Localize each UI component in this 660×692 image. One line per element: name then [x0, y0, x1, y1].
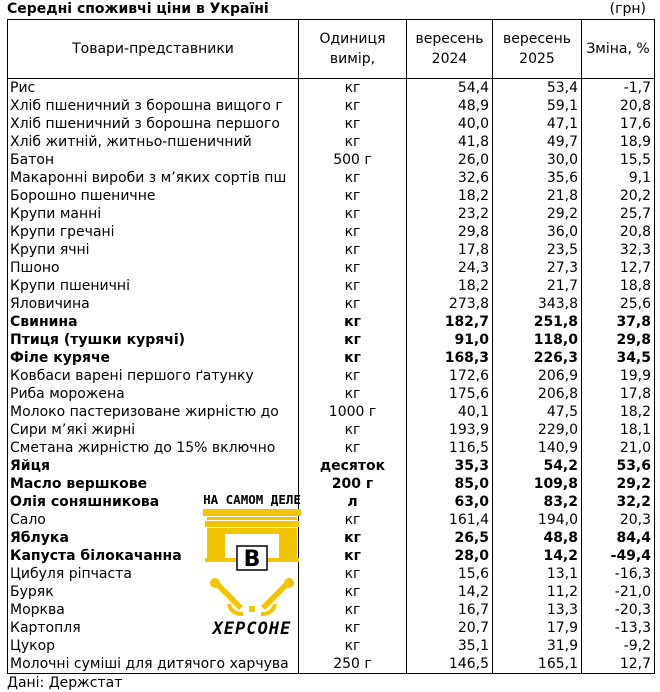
- product-name: Яловичина: [8, 295, 299, 313]
- price-2024: 48,9: [407, 97, 493, 115]
- table-row: [8, 133, 655, 151]
- watermark-line1: НА САМОМ ДЕЛЕ: [203, 492, 301, 507]
- price-change: 32,2: [582, 493, 655, 511]
- price-2024: 14,2: [407, 583, 493, 601]
- watermark-line2: ХЕРСОНЕ: [212, 619, 292, 639]
- price-2025: 13,1: [493, 565, 582, 583]
- table-row: [8, 205, 655, 223]
- product-name: Картопля: [8, 619, 299, 637]
- price-2025: 53,4: [493, 79, 582, 98]
- prices-table: [7, 19, 655, 674]
- price-change: -9,2: [582, 637, 655, 655]
- price-change: -21,0: [582, 583, 655, 601]
- table-row: [8, 439, 655, 457]
- table-row: [8, 475, 655, 493]
- price-2025: 54,2: [493, 457, 582, 475]
- price-change: 84,4: [582, 529, 655, 547]
- product-name: Ковбаси варені першого ґатунку: [8, 367, 299, 385]
- price-2025: 49,7: [493, 133, 582, 151]
- product-name: Батон: [8, 151, 299, 169]
- table-row: [8, 349, 655, 367]
- price-change: 20,3: [582, 511, 655, 529]
- product-unit: кг: [299, 385, 407, 403]
- price-2025: 251,8: [493, 313, 582, 331]
- price-2024: 193,9: [407, 421, 493, 439]
- price-change: 53,6: [582, 457, 655, 475]
- product-name: Хліб пшеничний з борошна першого: [8, 115, 299, 133]
- watermark-logo: [193, 492, 311, 642]
- price-change: 37,8: [582, 313, 655, 331]
- product-unit: кг: [299, 637, 407, 655]
- price-2024: 85,0: [407, 475, 493, 493]
- table-row: [8, 169, 655, 187]
- price-2025: 206,9: [493, 367, 582, 385]
- price-change: -16,3: [582, 565, 655, 583]
- product-unit: кг: [299, 601, 407, 619]
- product-name: Борошно пшеничне: [8, 187, 299, 205]
- watermark-letter: В: [243, 547, 261, 572]
- price-change: 29,2: [582, 475, 655, 493]
- product-name: Пшоно: [8, 259, 299, 277]
- product-name: Масло вершкове: [8, 475, 299, 493]
- price-change: 20,8: [582, 97, 655, 115]
- table-row: [8, 403, 655, 421]
- price-2025: 165,1: [493, 655, 582, 674]
- table-row: [8, 565, 655, 583]
- price-change: 29,8: [582, 331, 655, 349]
- table-row: [8, 151, 655, 169]
- price-change: 17,6: [582, 115, 655, 133]
- product-unit: кг: [299, 115, 407, 133]
- product-unit: кг: [299, 421, 407, 439]
- product-unit: кг: [299, 133, 407, 151]
- table-row: [8, 97, 655, 115]
- price-2025: 27,3: [493, 259, 582, 277]
- product-name: Сметана жирністю до 15% включно: [8, 439, 299, 457]
- price-2024: 26,5: [407, 529, 493, 547]
- product-name: Риба морожена: [8, 385, 299, 403]
- price-2024: 175,6: [407, 385, 493, 403]
- table-row: [8, 583, 655, 601]
- table-row: [8, 493, 655, 511]
- product-name: Крупи гречані: [8, 223, 299, 241]
- price-2024: 40,0: [407, 115, 493, 133]
- product-unit: кг: [299, 169, 407, 187]
- product-name: Хліб пшеничний з борошна вищого г: [8, 97, 299, 115]
- price-2024: 54,4: [407, 79, 493, 98]
- price-2024: 91,0: [407, 331, 493, 349]
- table-row: [8, 241, 655, 259]
- price-change: 20,8: [582, 223, 655, 241]
- table-row: [8, 511, 655, 529]
- product-name: Макаронні вироби з м’яких сортів пш: [8, 169, 299, 187]
- product-name: Молочні суміші для дитячого харчува: [8, 655, 299, 674]
- product-name: Яблука: [8, 529, 299, 547]
- price-2024: 23,2: [407, 205, 493, 223]
- price-change: -13,3: [582, 619, 655, 637]
- product-unit: кг: [299, 205, 407, 223]
- product-unit: кг: [299, 583, 407, 601]
- product-name: Крупи пшеничні: [8, 277, 299, 295]
- product-unit: кг: [299, 277, 407, 295]
- price-2025: 23,5: [493, 241, 582, 259]
- table-row: [8, 259, 655, 277]
- product-unit: кг: [299, 529, 407, 547]
- product-name: Хліб житній, житньо-пшеничний: [8, 133, 299, 151]
- product-unit: кг: [299, 259, 407, 277]
- price-change: 18,9: [582, 133, 655, 151]
- price-2024: 161,4: [407, 511, 493, 529]
- table-row: [8, 79, 655, 98]
- product-unit: кг: [299, 367, 407, 385]
- product-unit: кг: [299, 241, 407, 259]
- price-2025: 13,3: [493, 601, 582, 619]
- product-unit: л: [299, 493, 407, 511]
- price-change: 25,7: [582, 205, 655, 223]
- price-2025: 83,2: [493, 493, 582, 511]
- price-2025: 47,1: [493, 115, 582, 133]
- price-change: 18,2: [582, 403, 655, 421]
- product-unit: кг: [299, 511, 407, 529]
- price-2025: 118,0: [493, 331, 582, 349]
- price-change: 25,6: [582, 295, 655, 313]
- table-row: [8, 277, 655, 295]
- price-change: 9,1: [582, 169, 655, 187]
- product-unit: кг: [299, 295, 407, 313]
- price-2025: 31,9: [493, 637, 582, 655]
- table-row: [8, 295, 655, 313]
- price-change: -20,3: [582, 601, 655, 619]
- price-2025: 140,9: [493, 439, 582, 457]
- price-2025: 30,0: [493, 151, 582, 169]
- product-name: Птиця (тушки курячі): [8, 331, 299, 349]
- product-name: Філе куряче: [8, 349, 299, 367]
- product-unit: кг: [299, 619, 407, 637]
- product-name: Молоко пастеризоване жирністю до: [8, 403, 299, 421]
- price-2025: 229,0: [493, 421, 582, 439]
- price-2024: 18,2: [407, 277, 493, 295]
- product-name: Свинина: [8, 313, 299, 331]
- price-2025: 21,8: [493, 187, 582, 205]
- price-2024: 29,8: [407, 223, 493, 241]
- price-2024: 35,3: [407, 457, 493, 475]
- table-row: [8, 655, 655, 674]
- price-2024: 35,1: [407, 637, 493, 655]
- price-change: 34,5: [582, 349, 655, 367]
- price-change: -49,4: [582, 547, 655, 565]
- product-unit: кг: [299, 97, 407, 115]
- product-name: Сири м’які жирні: [8, 421, 299, 439]
- price-2025: 36,0: [493, 223, 582, 241]
- price-2025: 17,9: [493, 619, 582, 637]
- price-2024: 40,1: [407, 403, 493, 421]
- header-sep-2025: вересень 2025: [493, 20, 582, 79]
- price-2025: 11,2: [493, 583, 582, 601]
- product-name: Яйця: [8, 457, 299, 475]
- table-row: [8, 457, 655, 475]
- table-row: [8, 601, 655, 619]
- price-change: 17,8: [582, 385, 655, 403]
- header-sep-2024: вересень 2024: [407, 20, 493, 79]
- product-unit: кг: [299, 547, 407, 565]
- price-change: 12,7: [582, 655, 655, 674]
- price-2024: 26,0: [407, 151, 493, 169]
- price-2024: 146,5: [407, 655, 493, 674]
- table-row: [8, 547, 655, 565]
- product-name: Рис: [8, 79, 299, 98]
- table-row: [8, 421, 655, 439]
- price-2024: 63,0: [407, 493, 493, 511]
- price-2024: 24,3: [407, 259, 493, 277]
- price-2025: 47,5: [493, 403, 582, 421]
- product-unit: 1000 г: [299, 403, 407, 421]
- price-2025: 14,2: [493, 547, 582, 565]
- table-body: [8, 79, 655, 674]
- table-row: [8, 619, 655, 637]
- table-row: [8, 187, 655, 205]
- product-unit: 200 г: [299, 475, 407, 493]
- price-change: 20,2: [582, 187, 655, 205]
- price-2024: 16,7: [407, 601, 493, 619]
- header-change: Зміна, %: [582, 20, 655, 79]
- price-2025: 59,1: [493, 97, 582, 115]
- price-2025: 35,6: [493, 169, 582, 187]
- product-unit: кг: [299, 79, 407, 98]
- price-2025: 206,8: [493, 385, 582, 403]
- price-change: 18,8: [582, 277, 655, 295]
- table-row: [8, 223, 655, 241]
- table-row: [8, 367, 655, 385]
- price-2024: 168,3: [407, 349, 493, 367]
- price-2024: 273,8: [407, 295, 493, 313]
- product-unit: кг: [299, 331, 407, 349]
- table-row: [8, 313, 655, 331]
- product-unit: 500 г: [299, 151, 407, 169]
- product-name: Буряк: [8, 583, 299, 601]
- table-row: [8, 529, 655, 547]
- price-2025: 48,8: [493, 529, 582, 547]
- table-row: [8, 385, 655, 403]
- header-unit: Одиниця вимір,: [299, 20, 407, 79]
- price-2025: 194,0: [493, 511, 582, 529]
- table-row: [8, 331, 655, 349]
- product-unit: кг: [299, 223, 407, 241]
- product-name: Морква: [8, 601, 299, 619]
- product-name: Цукор: [8, 637, 299, 655]
- product-name: Крупи манні: [8, 205, 299, 223]
- price-change: 32,3: [582, 241, 655, 259]
- table-row: [8, 637, 655, 655]
- price-2024: 15,6: [407, 565, 493, 583]
- product-unit: кг: [299, 565, 407, 583]
- price-change: 15,5: [582, 151, 655, 169]
- header-product: Товари-представники: [8, 20, 299, 79]
- price-2024: 20,7: [407, 619, 493, 637]
- currency-unit: (грн): [609, 1, 646, 17]
- price-change: 19,9: [582, 367, 655, 385]
- data-source: Дані: Держстат: [7, 675, 123, 691]
- product-unit: кг: [299, 313, 407, 331]
- table-header-row: [8, 20, 655, 79]
- product-unit: кг: [299, 349, 407, 367]
- product-name: Сало: [8, 511, 299, 529]
- price-2024: 18,2: [407, 187, 493, 205]
- table-row: [8, 115, 655, 133]
- product-name: Олія соняшникова: [8, 493, 299, 511]
- table-title: Середні споживчі ціни в Україні: [7, 1, 269, 17]
- product-name: Цибуля ріпчаста: [8, 565, 299, 583]
- product-unit: кг: [299, 439, 407, 457]
- price-change: 18,1: [582, 421, 655, 439]
- product-unit: 250 г: [299, 655, 407, 674]
- product-name: Крупи ячні: [8, 241, 299, 259]
- price-2025: 343,8: [493, 295, 582, 313]
- price-change: -1,7: [582, 79, 655, 98]
- price-2025: 21,7: [493, 277, 582, 295]
- price-2024: 28,0: [407, 547, 493, 565]
- price-2024: 172,6: [407, 367, 493, 385]
- product-name: Капуста білокачанна: [8, 547, 299, 565]
- price-change: 21,0: [582, 439, 655, 457]
- price-2024: 17,8: [407, 241, 493, 259]
- price-2024: 41,8: [407, 133, 493, 151]
- product-unit: десяток: [299, 457, 407, 475]
- price-2024: 32,6: [407, 169, 493, 187]
- price-2025: 109,8: [493, 475, 582, 493]
- price-2024: 182,7: [407, 313, 493, 331]
- price-2024: 116,5: [407, 439, 493, 457]
- price-2025: 29,2: [493, 205, 582, 223]
- price-2025: 226,3: [493, 349, 582, 367]
- price-change: 12,7: [582, 259, 655, 277]
- product-unit: кг: [299, 187, 407, 205]
